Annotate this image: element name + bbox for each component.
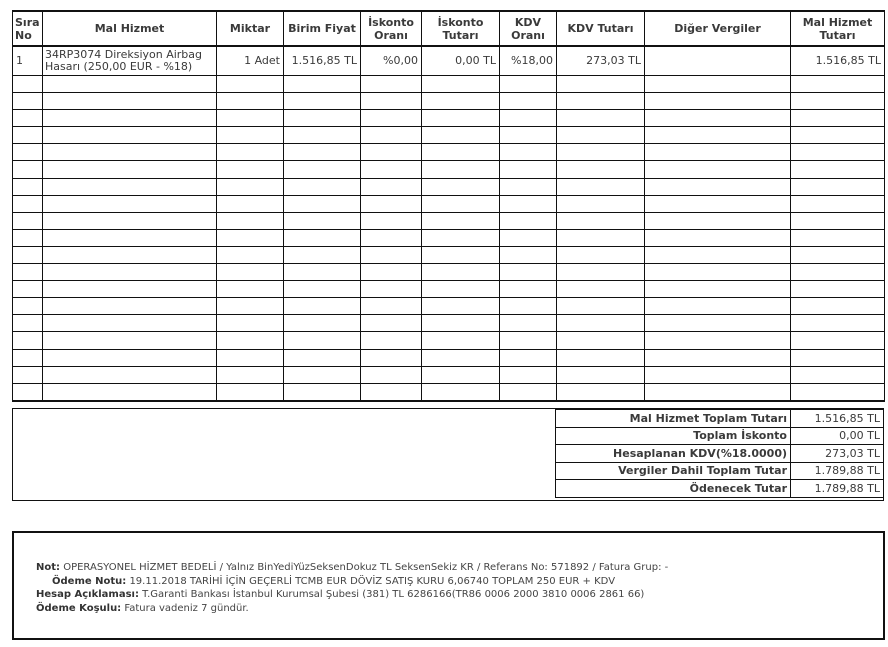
empty-cell bbox=[13, 332, 43, 349]
item-unit-price: 1.516,85 TL bbox=[284, 46, 361, 76]
empty-cell bbox=[43, 298, 217, 315]
note-label: Not: bbox=[36, 562, 61, 573]
empty-cell bbox=[645, 212, 791, 229]
empty-table-row bbox=[13, 366, 885, 383]
empty-cell bbox=[361, 366, 422, 383]
empty-cell bbox=[645, 315, 791, 332]
empty-cell bbox=[645, 332, 791, 349]
empty-cell bbox=[645, 195, 791, 212]
item-discount-amount: 0,00 TL bbox=[422, 46, 500, 76]
empty-cell bbox=[791, 349, 885, 366]
empty-cell bbox=[500, 332, 557, 349]
empty-table-row bbox=[13, 212, 885, 229]
empty-table-row bbox=[13, 195, 885, 212]
empty-cell bbox=[43, 127, 217, 144]
empty-cell bbox=[361, 281, 422, 298]
empty-table-row bbox=[13, 144, 885, 161]
empty-cell bbox=[361, 298, 422, 315]
empty-cell bbox=[217, 281, 284, 298]
empty-cell bbox=[13, 110, 43, 127]
empty-cell bbox=[557, 315, 645, 332]
payment-note-value: 19.11.2018 TARİHİ İÇİN GEÇERLİ TCMB EUR DÖVİZ SATIŞ KURU 6,06740 TOPLAM 250 EUR + KDV bbox=[126, 575, 616, 587]
empty-cell bbox=[13, 178, 43, 195]
empty-cell bbox=[791, 144, 885, 161]
empty-cell bbox=[500, 264, 557, 281]
empty-cell bbox=[361, 383, 422, 401]
empty-cell bbox=[791, 195, 885, 212]
empty-cell bbox=[791, 178, 885, 195]
empty-cell bbox=[500, 110, 557, 127]
empty-cell bbox=[645, 178, 791, 195]
column-header-birim-fiyat: Birim Fiyat bbox=[284, 11, 361, 46]
empty-cell bbox=[284, 349, 361, 366]
empty-cell bbox=[361, 349, 422, 366]
empty-cell bbox=[284, 144, 361, 161]
empty-cell bbox=[645, 383, 791, 401]
empty-cell bbox=[43, 246, 217, 263]
empty-cell bbox=[500, 161, 557, 178]
empty-cell bbox=[361, 178, 422, 195]
empty-cell bbox=[13, 93, 43, 110]
empty-cell bbox=[791, 93, 885, 110]
item-line-total: 1.516,85 TL bbox=[791, 46, 885, 76]
invoice-items-table bbox=[12, 10, 885, 402]
table-header-row bbox=[13, 11, 885, 46]
empty-cell bbox=[557, 93, 645, 110]
empty-cell bbox=[557, 212, 645, 229]
empty-cell bbox=[361, 144, 422, 161]
empty-cell bbox=[500, 349, 557, 366]
empty-cell bbox=[422, 315, 500, 332]
item-vat-amount: 273,03 TL bbox=[557, 46, 645, 76]
empty-cell bbox=[361, 264, 422, 281]
empty-cell bbox=[217, 246, 284, 263]
empty-cell bbox=[422, 76, 500, 93]
empty-cell bbox=[361, 76, 422, 93]
empty-cell bbox=[422, 332, 500, 349]
empty-cell bbox=[43, 212, 217, 229]
empty-cell bbox=[43, 195, 217, 212]
empty-cell bbox=[500, 195, 557, 212]
note-line bbox=[36, 561, 668, 575]
empty-cell bbox=[422, 144, 500, 161]
column-header-diger-vergiler: Diğer Vergiler bbox=[645, 11, 791, 46]
account-line bbox=[36, 588, 668, 602]
empty-cell bbox=[557, 144, 645, 161]
totals-row bbox=[556, 427, 884, 445]
empty-cell bbox=[645, 281, 791, 298]
empty-cell bbox=[13, 349, 43, 366]
totals-row bbox=[556, 480, 884, 498]
empty-cell bbox=[217, 93, 284, 110]
column-header-kdv-orani: KDV Oranı bbox=[500, 11, 557, 46]
empty-cell bbox=[557, 246, 645, 263]
totals-value: 1.789,88 TL bbox=[791, 480, 884, 498]
empty-cell bbox=[284, 127, 361, 144]
totals-value: 273,03 TL bbox=[791, 445, 884, 463]
empty-cell bbox=[791, 298, 885, 315]
empty-cell bbox=[13, 127, 43, 144]
empty-cell bbox=[645, 229, 791, 246]
empty-cell bbox=[284, 246, 361, 263]
payment-terms-line bbox=[36, 602, 668, 616]
empty-cell bbox=[557, 281, 645, 298]
empty-table-row bbox=[13, 315, 885, 332]
empty-cell bbox=[284, 298, 361, 315]
empty-cell bbox=[422, 229, 500, 246]
empty-cell bbox=[43, 332, 217, 349]
empty-cell bbox=[13, 161, 43, 178]
empty-cell bbox=[645, 366, 791, 383]
empty-cell bbox=[422, 246, 500, 263]
empty-cell bbox=[284, 264, 361, 281]
empty-cell bbox=[217, 144, 284, 161]
totals-row bbox=[556, 445, 884, 463]
empty-cell bbox=[43, 349, 217, 366]
empty-cell bbox=[43, 144, 217, 161]
empty-cell bbox=[791, 264, 885, 281]
empty-cell bbox=[13, 298, 43, 315]
empty-cell bbox=[500, 93, 557, 110]
empty-table-row bbox=[13, 229, 885, 246]
empty-cell bbox=[43, 161, 217, 178]
empty-table-row bbox=[13, 383, 885, 401]
column-header-kdv-tutari: KDV Tutarı bbox=[557, 11, 645, 46]
empty-cell bbox=[284, 212, 361, 229]
empty-table-row bbox=[13, 127, 885, 144]
empty-cell bbox=[422, 161, 500, 178]
empty-cell bbox=[557, 298, 645, 315]
empty-cell bbox=[500, 246, 557, 263]
empty-cell bbox=[557, 178, 645, 195]
empty-cell bbox=[645, 246, 791, 263]
empty-cell bbox=[500, 298, 557, 315]
item-no: 1 bbox=[13, 46, 43, 76]
item-other-taxes bbox=[645, 46, 791, 76]
empty-cell bbox=[284, 229, 361, 246]
empty-cell bbox=[500, 178, 557, 195]
empty-cell bbox=[422, 281, 500, 298]
totals-row bbox=[556, 410, 884, 428]
empty-cell bbox=[284, 383, 361, 401]
empty-cell bbox=[557, 264, 645, 281]
empty-cell bbox=[361, 246, 422, 263]
empty-table-row bbox=[13, 246, 885, 263]
empty-cell bbox=[500, 383, 557, 401]
payment-note-label: Ödeme Notu: bbox=[52, 575, 127, 587]
empty-cell bbox=[645, 76, 791, 93]
empty-cell bbox=[791, 110, 885, 127]
column-header-iskonto-orani: İskonto Oranı bbox=[361, 11, 422, 46]
item-quantity: 1 Adet bbox=[217, 46, 284, 76]
empty-cell bbox=[500, 281, 557, 298]
empty-cell bbox=[284, 161, 361, 178]
account-label: Hesap Açıklaması: bbox=[36, 589, 139, 600]
empty-cell bbox=[217, 127, 284, 144]
empty-cell bbox=[361, 127, 422, 144]
empty-cell bbox=[43, 264, 217, 281]
empty-cell bbox=[557, 366, 645, 383]
empty-cell bbox=[500, 76, 557, 93]
empty-cell bbox=[422, 383, 500, 401]
empty-cell bbox=[791, 161, 885, 178]
totals-label: Hesaplanan KDV(%18.0000) bbox=[556, 445, 791, 463]
column-header-mal-hizmet-tutari: Mal Hizmet Tutarı bbox=[791, 11, 885, 46]
empty-table-row bbox=[13, 110, 885, 127]
empty-cell bbox=[13, 144, 43, 161]
empty-cell bbox=[43, 383, 217, 401]
empty-table-row bbox=[13, 281, 885, 298]
empty-cell bbox=[13, 212, 43, 229]
empty-cell bbox=[557, 349, 645, 366]
empty-cell bbox=[217, 178, 284, 195]
item-description: 34RP3074 Direksiyon Airbag Hasarı (250,00 EUR - %18) bbox=[43, 46, 217, 76]
empty-table-row bbox=[13, 298, 885, 315]
empty-cell bbox=[791, 332, 885, 349]
empty-cell bbox=[791, 366, 885, 383]
payment-terms-value: Fatura vadeniz 7 gündür. bbox=[121, 602, 249, 614]
empty-cell bbox=[43, 178, 217, 195]
empty-cell bbox=[422, 349, 500, 366]
empty-cell bbox=[422, 127, 500, 144]
empty-cell bbox=[422, 212, 500, 229]
empty-cell bbox=[645, 349, 791, 366]
empty-cell bbox=[557, 76, 645, 93]
empty-cell bbox=[361, 315, 422, 332]
empty-cell bbox=[361, 195, 422, 212]
empty-cell bbox=[361, 161, 422, 178]
empty-cell bbox=[13, 281, 43, 298]
empty-cell bbox=[557, 195, 645, 212]
note-value: OPERASYONEL HİZMET BEDELİ / Yalnız BinYediYüzSeksenDokuz TL SeksenSekiz KR / Referans No: 571892 / Fatura Grup: - bbox=[60, 562, 669, 573]
empty-cell bbox=[557, 110, 645, 127]
empty-cell bbox=[284, 366, 361, 383]
empty-cell bbox=[284, 110, 361, 127]
empty-cell bbox=[13, 195, 43, 212]
column-header-iskonto-tutari: İskonto Tutarı bbox=[422, 11, 500, 46]
empty-cell bbox=[13, 76, 43, 93]
empty-cell bbox=[284, 178, 361, 195]
empty-cell bbox=[422, 178, 500, 195]
empty-cell bbox=[43, 93, 217, 110]
empty-cell bbox=[557, 127, 645, 144]
empty-cell bbox=[217, 161, 284, 178]
empty-cell bbox=[217, 195, 284, 212]
empty-cell bbox=[13, 229, 43, 246]
empty-cell bbox=[422, 110, 500, 127]
empty-table-row bbox=[13, 264, 885, 281]
empty-cell bbox=[557, 161, 645, 178]
account-value: T.Garanti Bankası İstanbul Kurumsal Şubesi (381) TL 6286166(TR86 0006 2000 3810 0006 2861 66) bbox=[138, 589, 645, 600]
empty-cell bbox=[791, 76, 885, 93]
empty-cell bbox=[645, 161, 791, 178]
empty-cell bbox=[217, 76, 284, 93]
empty-cell bbox=[217, 383, 284, 401]
empty-cell bbox=[13, 315, 43, 332]
totals-row bbox=[556, 462, 884, 480]
empty-cell bbox=[500, 366, 557, 383]
empty-table-row bbox=[13, 332, 885, 349]
empty-cell bbox=[422, 93, 500, 110]
empty-cell bbox=[791, 383, 885, 401]
empty-cell bbox=[645, 127, 791, 144]
empty-cell bbox=[500, 212, 557, 229]
empty-cell bbox=[791, 212, 885, 229]
empty-cell bbox=[217, 229, 284, 246]
totals-label: Toplam İskonto bbox=[556, 427, 791, 445]
empty-cell bbox=[284, 281, 361, 298]
empty-table-row bbox=[13, 178, 885, 195]
empty-cell bbox=[422, 298, 500, 315]
empty-cell bbox=[284, 76, 361, 93]
empty-cell bbox=[791, 281, 885, 298]
empty-cell bbox=[284, 93, 361, 110]
empty-cell bbox=[361, 110, 422, 127]
empty-cell bbox=[217, 349, 284, 366]
empty-cell bbox=[361, 229, 422, 246]
empty-cell bbox=[43, 110, 217, 127]
empty-cell bbox=[557, 383, 645, 401]
empty-cell bbox=[645, 144, 791, 161]
empty-cell bbox=[43, 76, 217, 93]
empty-cell bbox=[43, 281, 217, 298]
empty-cell bbox=[557, 332, 645, 349]
empty-cell bbox=[791, 246, 885, 263]
empty-cell bbox=[13, 264, 43, 281]
notes-text bbox=[36, 561, 668, 615]
empty-cell bbox=[422, 366, 500, 383]
empty-cell bbox=[217, 332, 284, 349]
column-header-miktar: Miktar bbox=[217, 11, 284, 46]
empty-cell bbox=[43, 229, 217, 246]
empty-cell bbox=[361, 93, 422, 110]
item-discount-rate: %0,00 bbox=[361, 46, 422, 76]
notes-box bbox=[12, 531, 885, 640]
empty-cell bbox=[217, 315, 284, 332]
empty-cell bbox=[217, 298, 284, 315]
empty-cell bbox=[791, 127, 885, 144]
empty-cell bbox=[500, 144, 557, 161]
empty-cell bbox=[217, 212, 284, 229]
empty-table-row bbox=[13, 76, 885, 93]
payment-terms-label: Ödeme Koşulu: bbox=[36, 602, 122, 614]
column-header-sira-no: Sıra No bbox=[13, 11, 43, 46]
empty-cell bbox=[791, 315, 885, 332]
empty-cell bbox=[217, 110, 284, 127]
empty-cell bbox=[557, 229, 645, 246]
payment-note-line bbox=[36, 575, 668, 589]
empty-table-row bbox=[13, 349, 885, 366]
empty-table-row bbox=[13, 93, 885, 110]
totals-label: Ödenecek Tutar bbox=[556, 480, 791, 498]
empty-cell bbox=[361, 212, 422, 229]
empty-cell bbox=[791, 229, 885, 246]
empty-table-row bbox=[13, 161, 885, 178]
column-header-mal-hizmet: Mal Hizmet bbox=[43, 11, 217, 46]
empty-cell bbox=[217, 264, 284, 281]
empty-cell bbox=[284, 315, 361, 332]
totals-table bbox=[555, 409, 884, 498]
empty-cell bbox=[43, 366, 217, 383]
empty-cell bbox=[500, 315, 557, 332]
empty-cell bbox=[645, 264, 791, 281]
empty-cell bbox=[13, 383, 43, 401]
table-row bbox=[13, 46, 885, 76]
totals-value: 1.789,88 TL bbox=[791, 462, 884, 480]
empty-cell bbox=[13, 246, 43, 263]
totals-value: 1.516,85 TL bbox=[791, 410, 884, 428]
empty-cell bbox=[43, 315, 217, 332]
empty-cell bbox=[422, 264, 500, 281]
empty-cell bbox=[13, 366, 43, 383]
empty-cell bbox=[422, 195, 500, 212]
item-vat-rate: %18,00 bbox=[500, 46, 557, 76]
totals-label: Mal Hizmet Toplam Tutarı bbox=[556, 410, 791, 428]
empty-cell bbox=[500, 229, 557, 246]
empty-cell bbox=[645, 110, 791, 127]
totals-value: 0,00 TL bbox=[791, 427, 884, 445]
empty-cell bbox=[217, 366, 284, 383]
totals-label: Vergiler Dahil Toplam Tutar bbox=[556, 462, 791, 480]
empty-cell bbox=[500, 127, 557, 144]
empty-cell bbox=[361, 332, 422, 349]
empty-cell bbox=[284, 332, 361, 349]
empty-cell bbox=[284, 195, 361, 212]
empty-cell bbox=[645, 93, 791, 110]
empty-cell bbox=[645, 298, 791, 315]
